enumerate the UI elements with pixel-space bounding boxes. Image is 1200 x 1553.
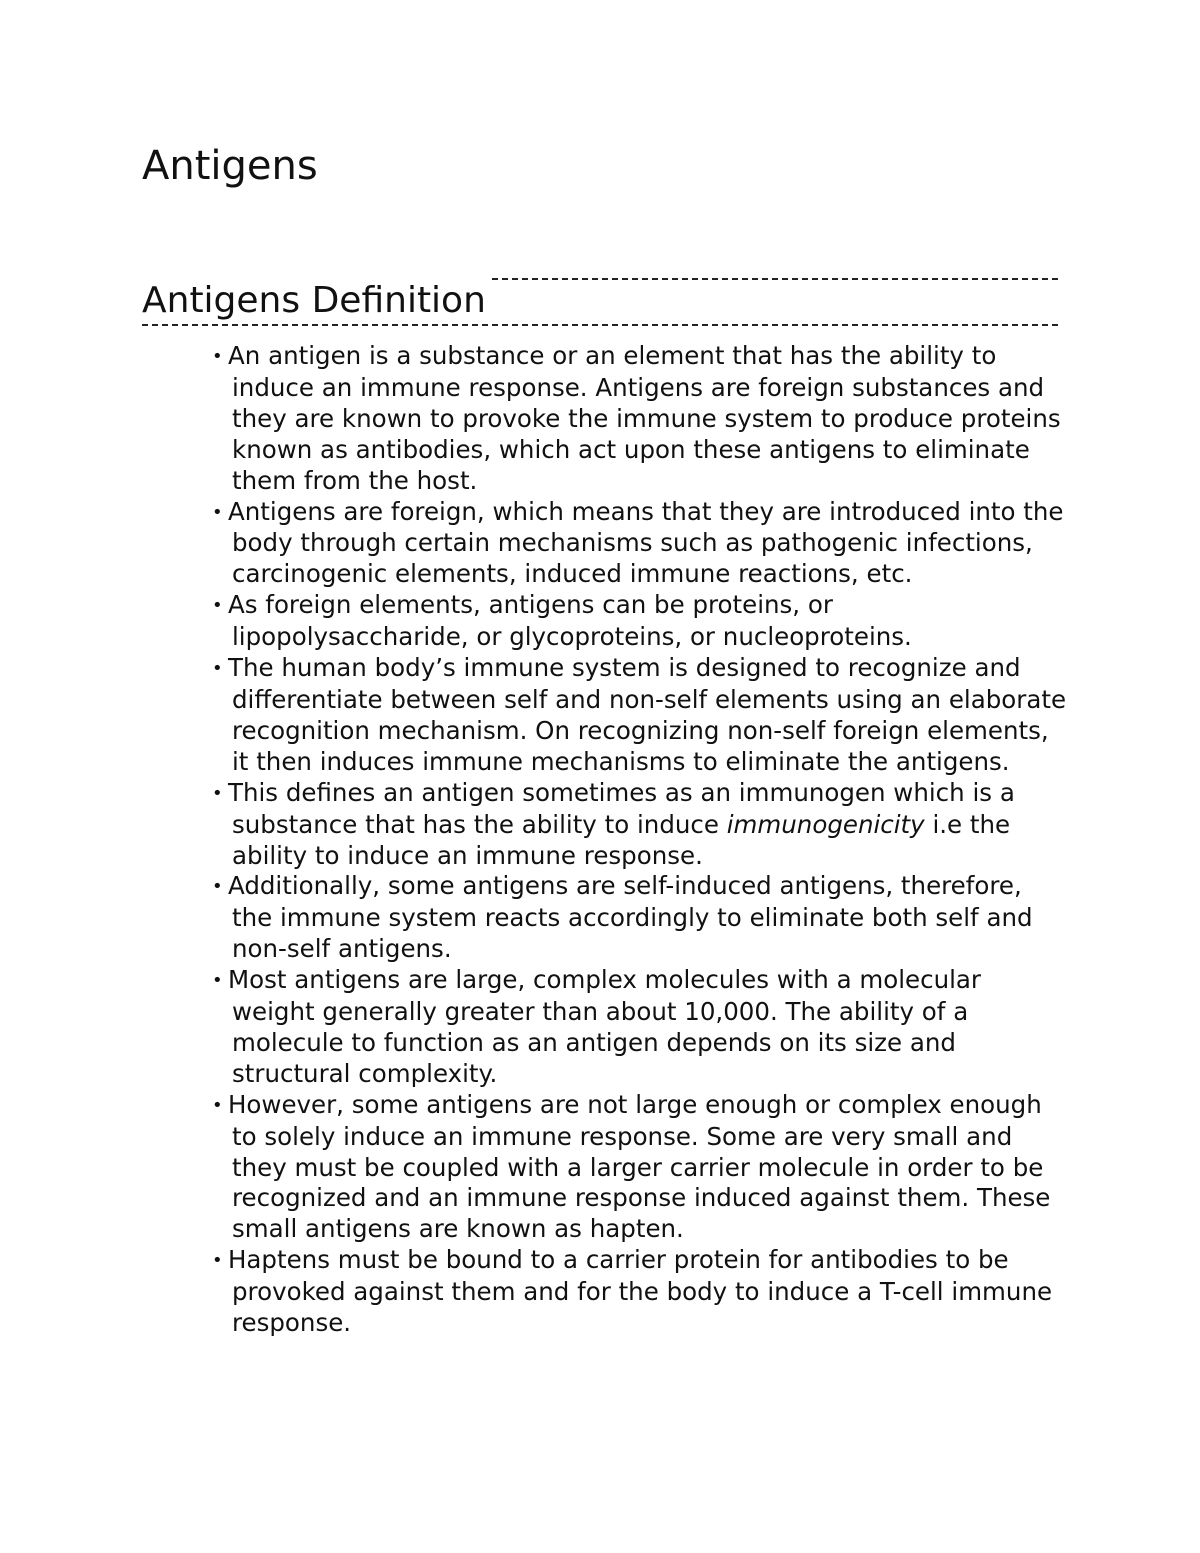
emphasis-term: immunogenicity — [726, 809, 925, 839]
list-item — [198, 778, 1068, 872]
bullet-icon: • — [212, 1250, 223, 1272]
bullet-icon: • — [212, 876, 223, 898]
bullet-icon: • — [212, 595, 223, 617]
list-item — [198, 590, 1068, 653]
bullet-icon: • — [212, 658, 223, 680]
heading-rule-bottom — [142, 324, 1058, 326]
list-item — [198, 341, 1068, 497]
list-item-text: The human body’s immune system is designed to recognize and differentiate between self and non-self elements using an elaborate recognition mechanism. On recognizing non-self foreign elements, it then induces immune mechanisms to eliminate the antigens. — [228, 653, 1067, 776]
bullet-icon: • — [212, 346, 223, 367]
bullet-icon: • — [212, 782, 223, 804]
list-item-text: Haptens must be bound to a carrier protein for antibodies to be provoked against them and for the body to induce a T-cell immune response. — [228, 1245, 1053, 1338]
bullet-icon: • — [212, 501, 223, 523]
list-item-text: Antigens are foreign, which means that they are introduced into the body through certain mechanisms such as pathogenic infections, carcinogenic elements, induced immune reactions, etc. — [228, 496, 1064, 589]
list-item-text: An antigen is a substance or an element that has the ability to induce an immune response. Antigens are foreign substances and they are known to provoke the immune system to produce proteins known as antibodies, which act upon these antigens to eliminate them from the host. — [228, 341, 1061, 495]
list-item-text-after: i.e the ability to induce an immune response. — [232, 809, 1011, 870]
list-item — [198, 871, 1068, 965]
definition-list — [198, 341, 1068, 1339]
section-heading: Antigens Definition — [142, 278, 490, 324]
list-item — [198, 497, 1068, 591]
list-item — [198, 965, 1068, 1090]
list-item — [198, 653, 1068, 778]
list-item-text: Additionally, some antigens are self-induced antigens, therefore, the immune system reacts accordingly to eliminate both self and non-self antigens. — [228, 871, 1033, 964]
list-item-text-before: This defines an antigen sometimes as an immunogen which is a substance that has the ability to induce — [228, 777, 1015, 839]
bullet-icon: • — [212, 1094, 223, 1116]
list-item — [198, 1090, 1068, 1246]
page-title: Antigens — [142, 143, 318, 189]
list-item-text: As foreign elements, antigens can be proteins, or lipopolysaccharide, or glycoproteins, or nucleoproteins. — [228, 590, 912, 652]
list-item-text: Most antigens are large, complex molecules with a molecular weight generally greater than about 10,000. The ability of a molecule to function as an antigen depends on its size and structural complexity. — [228, 965, 981, 1088]
list-item-text: However, some antigens are not large enough or complex enough to solely induce an immune response. Some are very small and they must be coupled with a larger carrier molecule in order to be recognized and an immune response induced against them. These small antigens are known as hapten. — [228, 1089, 1051, 1244]
list-item — [198, 1245, 1068, 1339]
bullet-icon: • — [212, 970, 223, 992]
